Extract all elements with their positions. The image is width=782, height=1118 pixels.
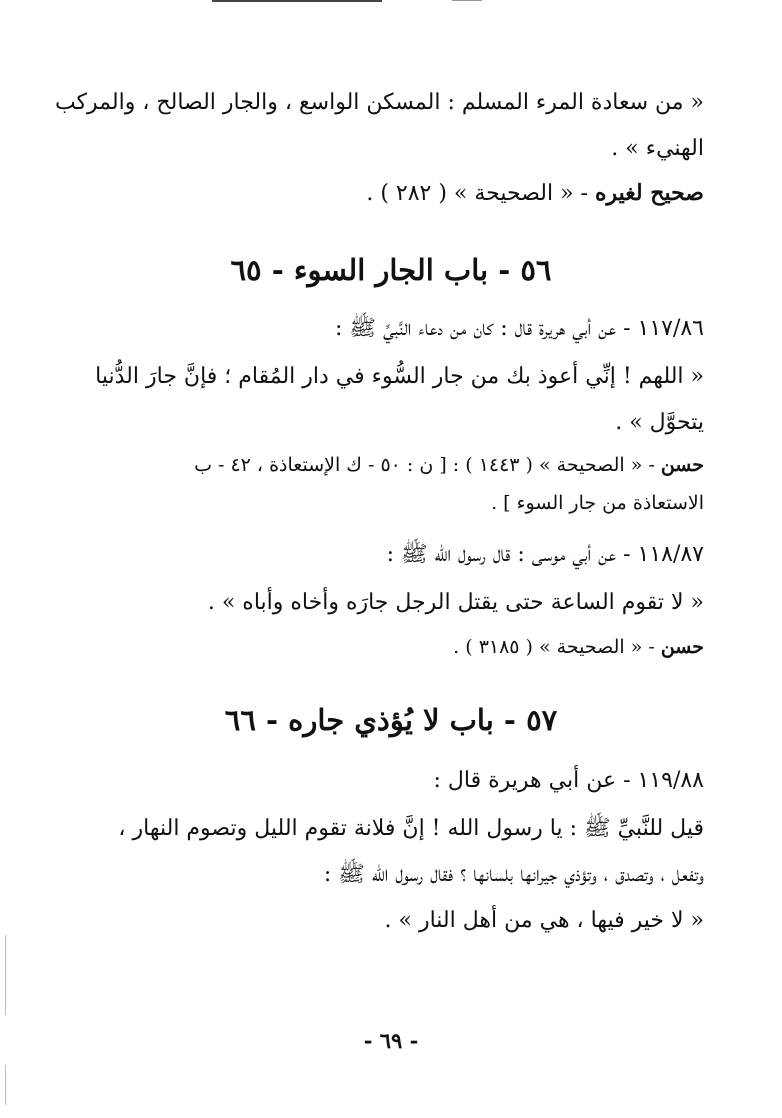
grade-label: حسن — [660, 636, 704, 658]
scan-edge-mark — [5, 935, 6, 1015]
hadith-text: وتفعل ، وتصدق ، وتؤذي جيرانها بلسانها ؟ فقال رسول الله ﷺ : — [323, 862, 704, 887]
hadith-text: يتحوَّل » . — [615, 410, 704, 435]
page-number: - ٦٩ - — [363, 1028, 419, 1053]
hadith-text: « لا خير فيها ، هي من أهل النار » . — [384, 908, 704, 933]
grading-line — [90, 632, 704, 662]
hadith-intro: ١١٩/٨٨ - عن أبي هريرة قال : — [433, 768, 704, 793]
chapter-heading: ٥٦ - باب الجار السوء - ٦٥ — [230, 253, 552, 287]
top-mark — [452, 0, 482, 1]
reference-continuation: الاستعاذة من جار السوء ] . — [491, 492, 704, 514]
reference-text: - « الصحيحة » ( ١٤٤٣ ) : [ ن : ٥٠ - ك الإستعاذة ، ٤٢ - ب — [194, 454, 661, 476]
grade-label: صحيح لغيره — [594, 180, 704, 206]
hadith-text: « لا تقوم الساعة حتى يقتل الرجل جارَه وأخاه وأباه » . — [207, 590, 704, 615]
reference-text: - « الصحيحة » ( ٢٨٢ ) . — [366, 181, 595, 206]
hadith-text: قيل للنَّبيِّ ﷺ : يا رسول الله ! إنَّ فلانة تقوم الليل وتصوم النهار ، — [118, 816, 704, 841]
reference-text: - « الصحيحة » ( ٣١٨٥ ) . — [453, 636, 661, 658]
grading-line — [90, 178, 704, 209]
text-line: الهنيء » . — [611, 136, 704, 161]
hadith-intro: ١١٧/٨٦ - عن أبي هريرة قال : كان من دعاء النَّبيِّ ﷺ : — [334, 316, 704, 341]
text-line: « من سعادة المرء المسلم : المسكن الواسع ، والجار الصالح ، والمركب — [54, 90, 704, 115]
hadith-text: « اللهم ! إنِّي أعوذ بك من جار السُّوء في دار المُقام ؛ فإنَّ جارَ الدُّنيا — [95, 364, 704, 389]
chapter-heading: ٥٧ - باب لا يُؤذي جاره - ٦٦ — [224, 703, 558, 737]
scan-edge-mark — [5, 1065, 6, 1105]
hadith-intro: ١١٨/٨٧ - عن أبي موسى : قال رسول الله ﷺ : — [386, 542, 704, 567]
top-rule — [212, 0, 382, 2]
grading-line — [90, 450, 704, 480]
grade-label: حسن — [660, 454, 704, 476]
